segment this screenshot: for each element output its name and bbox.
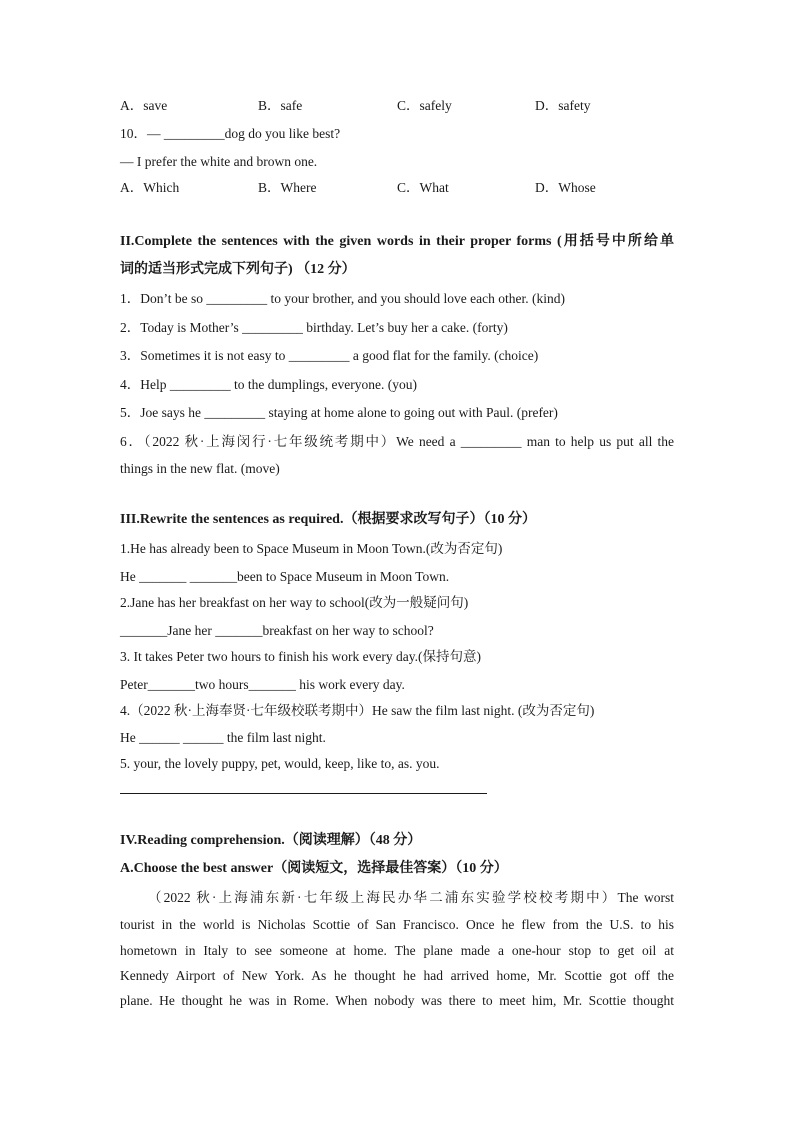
q9-option-c: C．safely (397, 98, 452, 113)
section-3-line-2: He _______ _______been to Space Museum in Moon Town. (120, 569, 450, 584)
q10-option-a: A．Which (120, 180, 180, 195)
q9-option-a: A．save (120, 98, 168, 113)
section-2-item-5: 5．Joe says he _________ staying at home alone to going out with Paul. (prefer) (120, 405, 558, 420)
section-2-item-3: 3．Sometimes it is not easy to _________ a good flat for the family. (choice) (120, 348, 539, 363)
section-3-line-8: He ______ ______ the film last night. (120, 730, 326, 745)
section-3-line-4: _______Jane her _______breakfast on her way to school? (120, 623, 434, 638)
passage-line-2: tourist in the world is Nicholas Scottie of San Francisco. Once he flew from the U.S. to his (120, 917, 674, 932)
q9-option-b: B．safe (258, 98, 303, 113)
q10-answer: — I prefer the white and brown one. (120, 154, 318, 169)
section-2-item-1: 1．Don’t be so _________ to your brother, and you should love each other. (kind) (120, 291, 566, 306)
section-3-line-5: 3. It takes Peter two hours to finish his work every day.(保持句意) (120, 649, 481, 664)
q10-option-d: D．Whose (535, 180, 596, 195)
section-3-line-1: 1.He has already been to Space Museum in Moon Town.(改为否定句) (120, 541, 503, 556)
section-3-heading: III.Rewrite the sentences as required.（根据要求改写句子）（10 分） (120, 512, 536, 527)
q10-question: 10．— _________dog do you like best? (120, 126, 341, 141)
passage-line-4: Kennedy Airport of New York. As he thought he had arrived home, Mr. Scottie got off the (120, 968, 674, 983)
section-2-heading-line1: II.Complete the sentences with the given words in their proper forms (用括号中所给单 (120, 234, 674, 249)
section-4-heading: IV.Reading comprehension.（阅读理解）（48 分） (120, 833, 422, 848)
section-3-line-9: 5. your, the lovely puppy, pet, would, keep, like to, as. you. (120, 756, 440, 771)
passage-line-3: hometown in Italy to see someone at home. The plane made a one-hour stop to get oil at (120, 943, 674, 958)
q10-option-b: B．Where (258, 180, 317, 195)
section-3-line-7: 4.（2022 秋·上海奉贤·七年级校联考期中）He saw the film last night. (改为否定句) (120, 703, 595, 718)
answer-line (120, 793, 487, 794)
section-2-item-4: 4．Help _________ to the dumplings, everyone. (you) (120, 377, 417, 392)
section-3-line-3: 2.Jane has her breakfast on her way to school(改为一般疑问句) (120, 595, 469, 610)
passage-line-1: （2022 秋·上海浦东新·七年级上海民办华二浦东实验学校校考期中）The worst (148, 890, 674, 905)
section-2-item-2: 2．Today is Mother’s _________ birthday. Let’s buy her a cake. (forty) (120, 320, 508, 335)
section-2-item-6-line2: things in the new flat. (move) (120, 461, 280, 476)
q10-option-c: C．What (397, 180, 449, 195)
passage-line-5: plane. He thought he was in Rome. When nobody was there to meet him, Mr. Scottie thought (120, 993, 674, 1008)
section-2-item-6-line1: 6．（2022 秋·上海闵行·七年级统考期中）We need a _________ man to help us put all the (120, 434, 674, 449)
section-2-heading-line2: 词的适当形式完成下列句子) （12 分） (120, 262, 356, 277)
q9-option-d: D．safety (535, 98, 591, 113)
section-4-sub-heading: A.Choose the best answer（阅读短文，选择最佳答案）（10 分） (120, 861, 508, 876)
section-3-line-6: Peter_______two hours_______ his work every day. (120, 677, 405, 692)
